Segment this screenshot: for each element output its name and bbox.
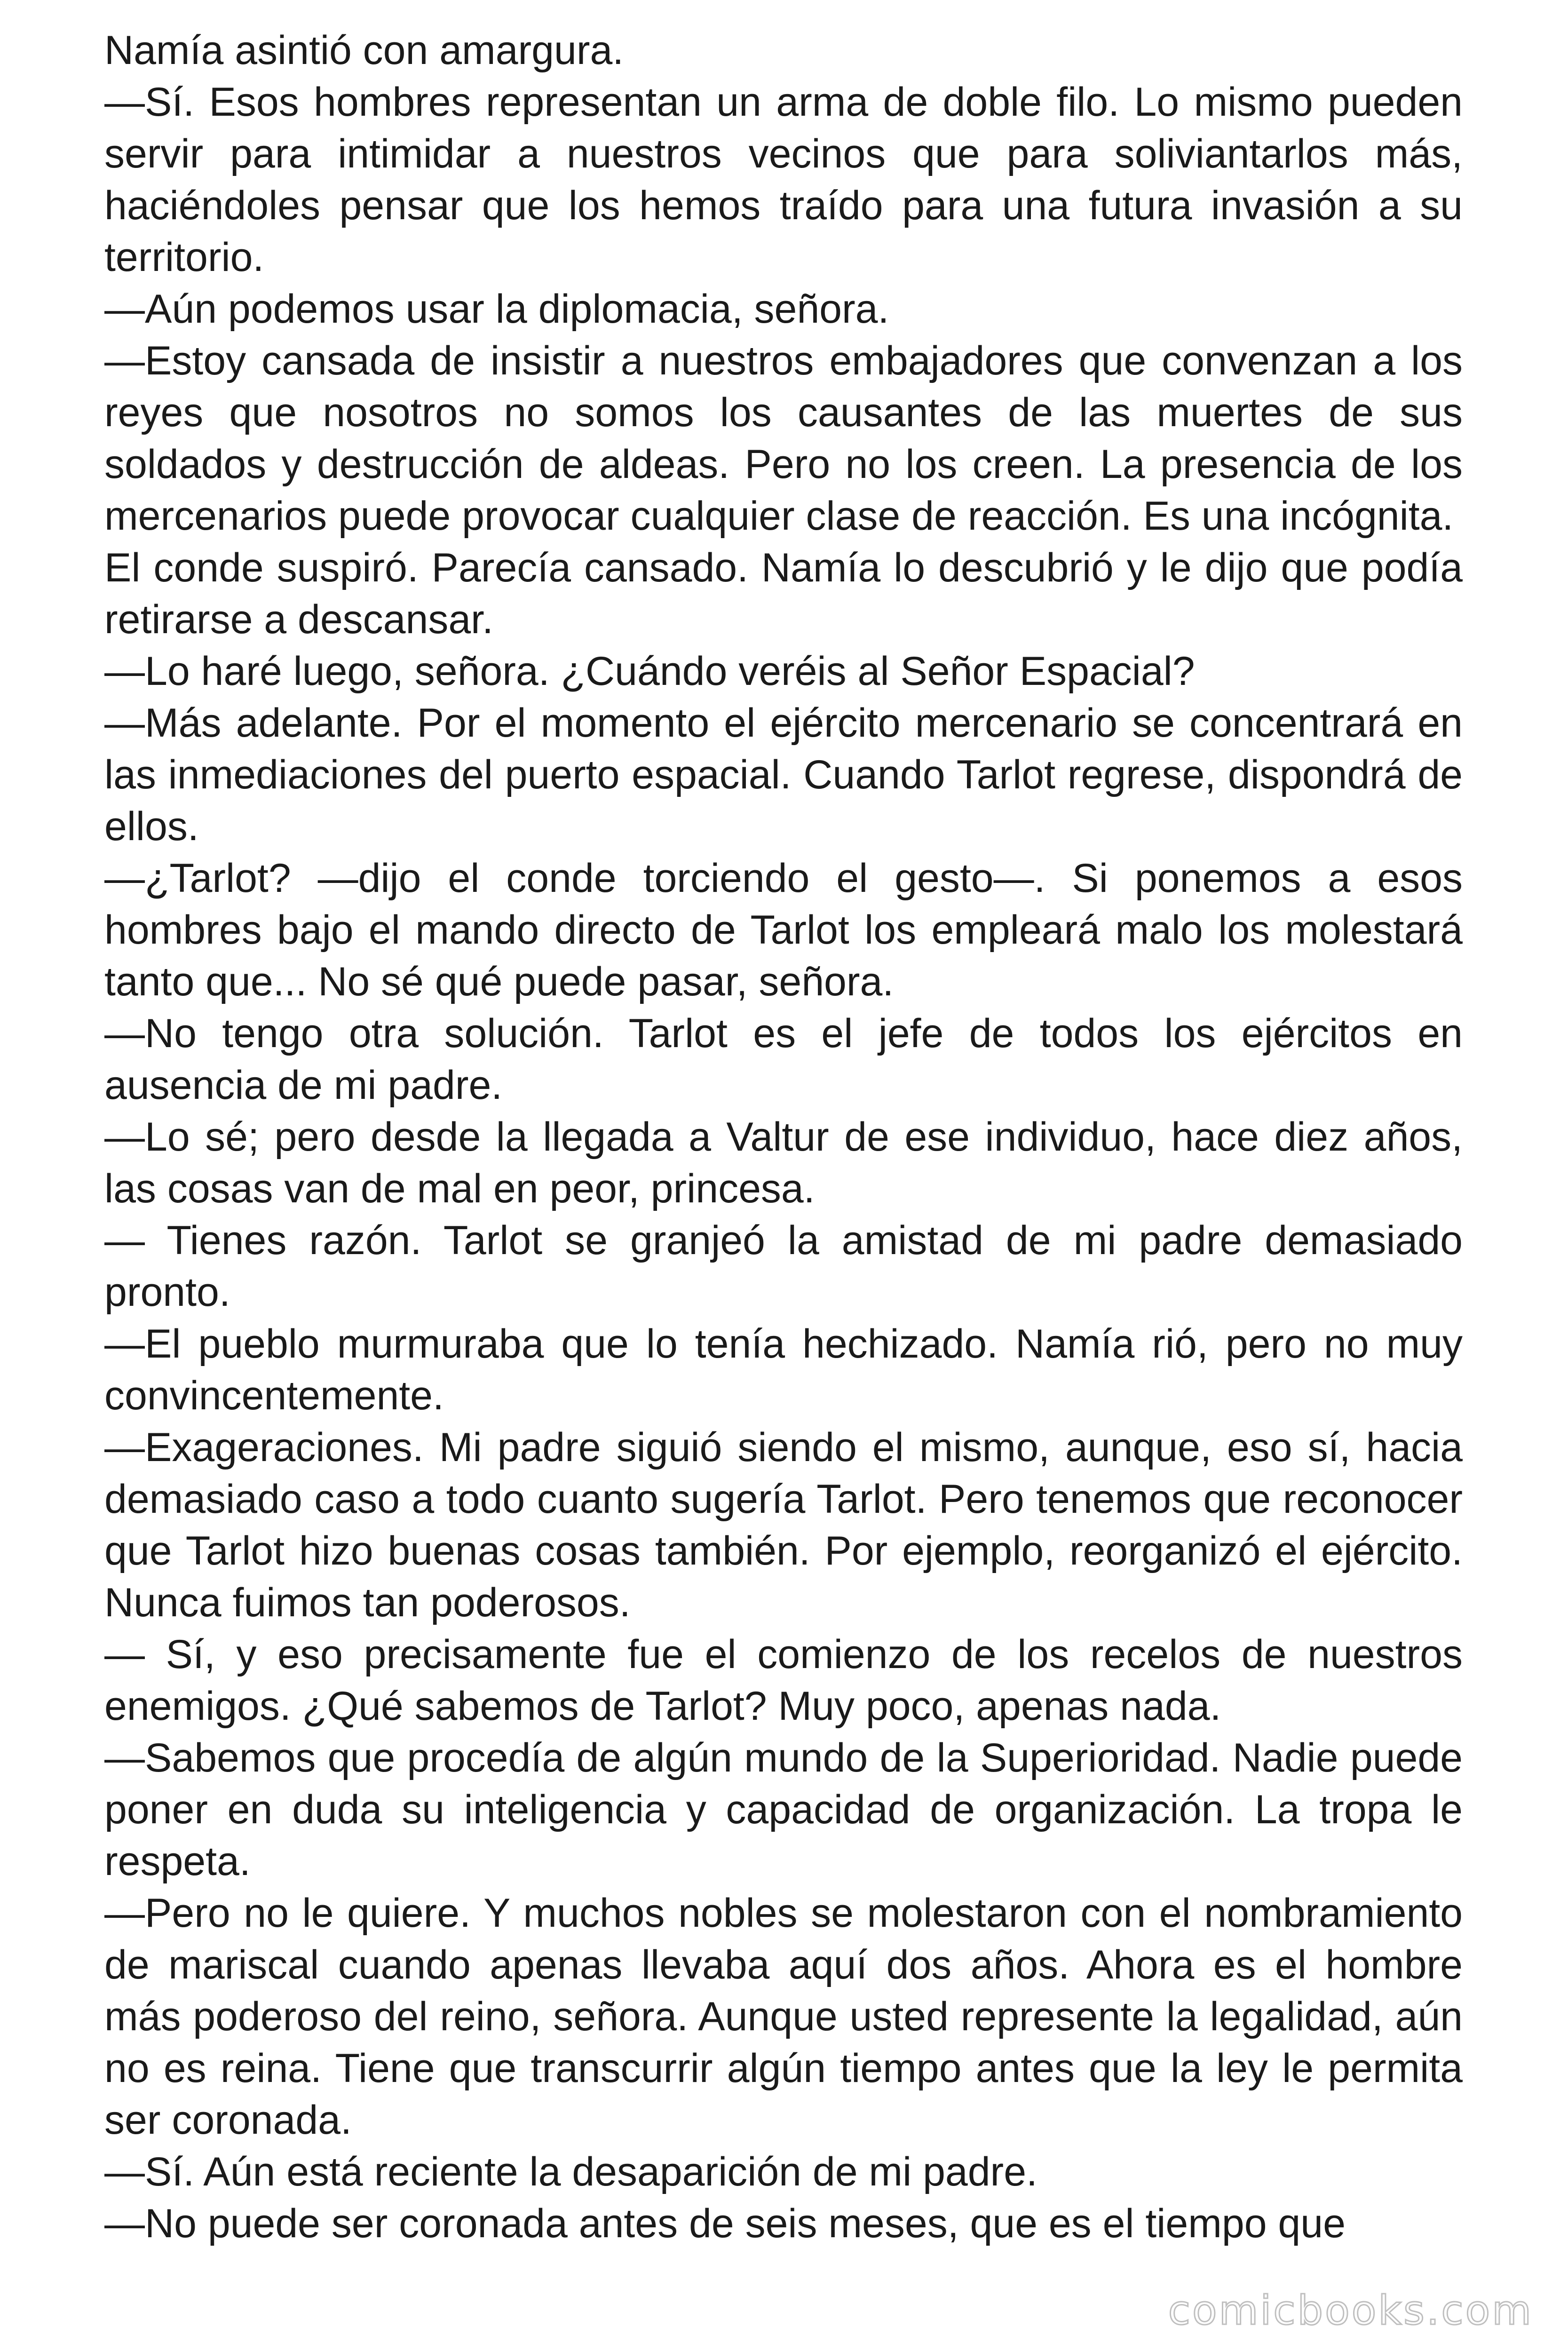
paragraph: —Más adelante. Por el momento el ejército mercenario se concentrará en las inmediaciones del puerto espacial. Cuando Tarlot regrese, dispondrá de ellos.	[104, 700, 1463, 849]
paragraph: —Aún podemos usar la diplomacia, señora.	[104, 286, 889, 332]
paragraph: —Sí. Esos hombres representan un arma de doble filo. Lo mismo pueden servir para intimidar a nuestros vecinos que para soliviantarlos más, haciéndoles pensar que los hemos traído para una futura invasión a su territorio.	[104, 79, 1463, 280]
paragraph: —El pueblo murmuraba que lo tenía hechizado. Namía rió, pero no muy convincentemente.	[104, 1321, 1463, 1418]
paragraph: —Exageraciones. Mi padre siguió siendo el mismo, aunque, eso sí, hacia demasiado caso a todo cuanto sugería Tarlot. Pero tenemos que reconocer que Tarlot hizo buenas cosas también. Por ejemplo, reorganizó el ejército. Nunca fuimos tan poderosos.	[104, 1425, 1463, 1625]
paragraph: —Pero no le quiere. Y muchos nobles se molestaron con el nombramiento de mariscal cuando apenas llevaba aquí dos años. Ahora es el hombre más poderoso del reino, señora. Aunque usted represente la legalidad, aún no es reina. Tiene que transcurrir algún tiempo antes que la ley le permita ser coronada.	[104, 1891, 1463, 2143]
paragraph: Namía asintió con amargura.	[104, 28, 624, 73]
paragraph: —Lo haré luego, señora. ¿Cuándo veréis al Señor Espacial?	[104, 649, 1195, 694]
paragraph: —Estoy cansada de insistir a nuestros embajadores que convenzan a los reyes que nosotros no somos los causantes de las muertes de sus soldados y destrucción de aldeas. Pero no los creen. La presencia de los mercenarios puede provocar cualquier clase de reacción. Es una incógnita.	[104, 338, 1463, 539]
paragraph: — Tienes razón. Tarlot se granjeó la amistad de mi padre demasiado pronto.	[104, 1218, 1463, 1315]
watermark-logo: comicbooks.com	[1168, 2287, 1533, 2334]
paragraph: —Sabemos que procedía de algún mundo de la Superioridad. Nadie puede poner en duda su inteligencia y capacidad de organización. La tropa le respeta.	[104, 1735, 1463, 1884]
document-page	[104, 24, 1463, 2249]
paragraph: —Sí. Aún está reciente la desaparición de mi padre.	[104, 2149, 1037, 2194]
paragraph: — Sí, y eso precisamente fue el comienzo de los recelos de nuestros enemigos. ¿Qué sabemos de Tarlot? Muy poco, apenas nada.	[104, 1632, 1463, 1729]
paragraph: —No tengo otra solución. Tarlot es el jefe de todos los ejércitos en ausencia de mi padre.	[104, 1011, 1463, 1108]
paragraph: —¿Tarlot? —dijo el conde torciendo el gesto—. Si ponemos a esos hombres bajo el mando directo de Tarlot los empleará malo los molestará tanto que... No sé qué puede pasar, señora.	[104, 856, 1463, 1004]
paragraph: —No puede ser coronada antes de seis meses, que es el tiempo que	[104, 2201, 1346, 2246]
paragraph: El conde suspiró. Parecía cansado. Namía lo descubrió y le dijo que podía retirarse a descansar.	[104, 545, 1463, 642]
paragraph: —Lo sé; pero desde la llegada a Valtur de ese individuo, hace diez años, las cosas van de mal en peor, princesa.	[104, 1114, 1463, 1211]
